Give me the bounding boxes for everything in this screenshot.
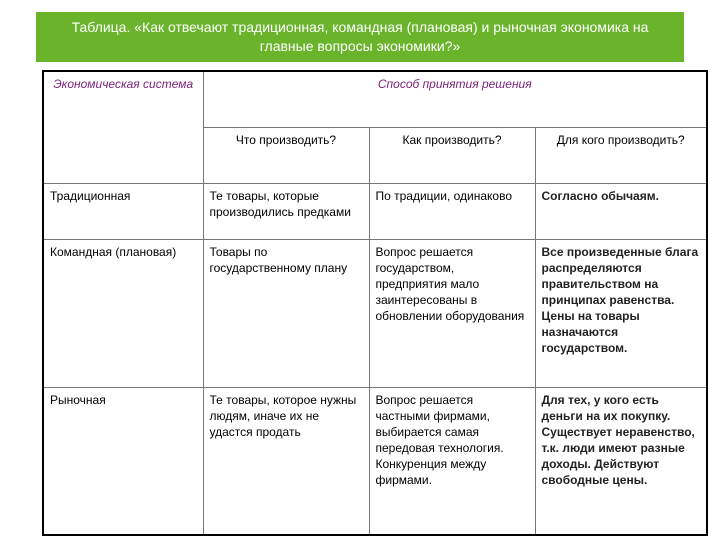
table-row [43,183,707,239]
header-what: Что производить? [203,127,369,183]
row-command-what: Товары по государственному плану [203,239,369,387]
row-command-system: Командная (плановая) [43,239,203,387]
header-row [43,71,707,127]
row-market-what: Те товары, которое нужны людям, иначе их не удастся продать [203,387,369,535]
table-row [43,239,707,387]
header-method: Способ принятия решения [203,71,707,127]
row-command-whom: Все произведенные блага распределяются правительством на принципах равенства. Цены на товары назначаются государством. [535,239,707,387]
row-traditional-whom: Согласно обычаям. [535,183,707,239]
header-system: Экономическая система [43,71,203,183]
row-traditional-system: Традиционная [43,183,203,239]
table-row [43,387,707,535]
row-command-how: Вопрос решается государством, предприятия мало заинтересованы в обновлении оборудования [369,239,535,387]
table-title-text: Таблица. «Как отвечают традиционная, командная (плановая) и рыночная экономика на главные вопросы экономики?» [71,19,649,54]
economy-table [42,70,708,536]
header-how: Как производить? [369,127,535,183]
row-market-how: Вопрос решается частными фирмами, выбирается самая передовая технология. Конкуренция между фирмами. [369,387,535,535]
row-traditional-what: Те товары, которые производились предками [203,183,369,239]
row-market-system: Рыночная [43,387,203,535]
header-whom: Для кого производить? [535,127,707,183]
table-title [36,12,684,62]
row-traditional-how: По традиции, одинаково [369,183,535,239]
row-market-whom: Для тех, у кого есть деньги на их покупку. Существует неравенство, т.к. люди имеют разные доходы. Действуют свободные цены. [535,387,707,535]
